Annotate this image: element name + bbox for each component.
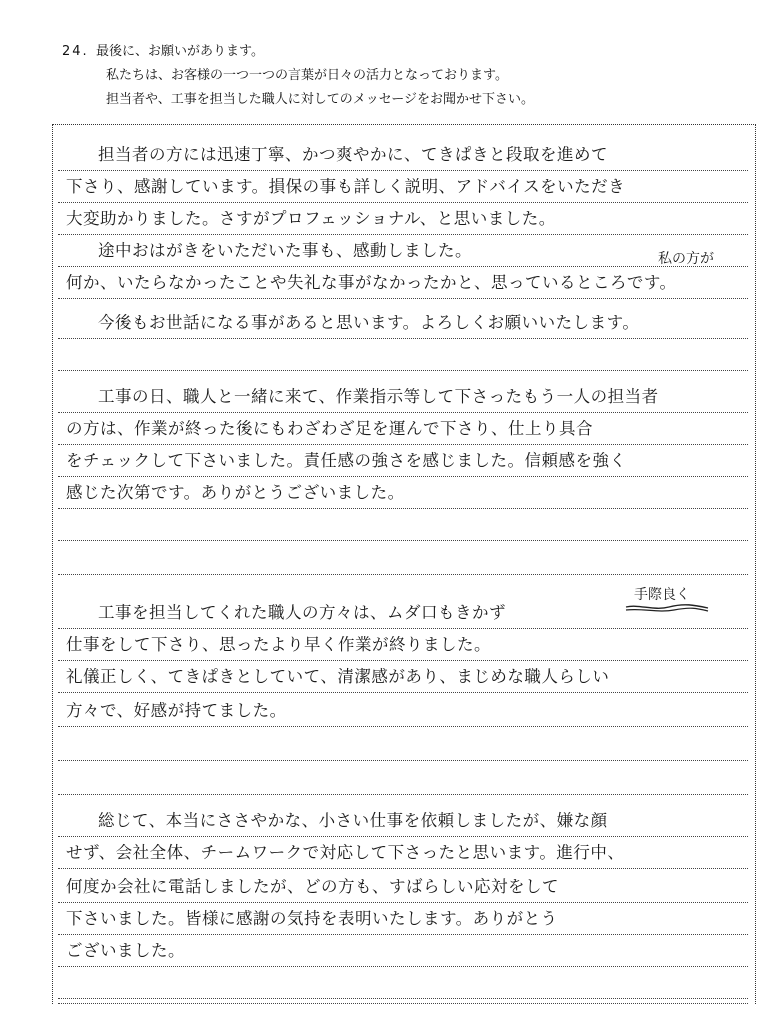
handwritten-line xyxy=(58,340,748,371)
handwritten-line: 工事の日、職人と一緒に来て、作業指示等して下さったもう一人の担当者 xyxy=(58,382,748,413)
handwritten-line: 今後もお世話になる事があると思います。よろしくお願いいたします。 xyxy=(58,308,748,339)
handwritten-line: 下さいました。皆様に感謝の気持を表明いたします。ありがとう xyxy=(58,904,748,935)
handwritten-line: 工事を担当してくれた職人の方々は、ムダ口もきかず xyxy=(58,598,748,629)
handwritten-line xyxy=(58,764,748,795)
handwritten-line xyxy=(58,510,748,541)
handwritten-line: の方は、作業が終った後にもわざわざ足を運んで下さり、仕上り具合 xyxy=(58,414,748,445)
handwritten-line: をチェックして下さいました。責任感の強さを感じました。信頼感を強く xyxy=(58,446,748,477)
handwritten-line xyxy=(58,1000,748,1004)
handwritten-line: 何か、いたらなかったことや失礼な事がなかったかと、思っているところです。 xyxy=(58,268,748,299)
handwritten-line xyxy=(58,968,748,999)
question-subtext-2: 担当者や、工事を担当した職人に対してのメッセージをお聞かせ下さい。 xyxy=(106,92,534,107)
handwritten-line: 感じた次第です。ありがとうございました。 xyxy=(58,478,748,509)
handwritten-line: 大変助かりました。さすがプロフェッショナル、と思いました。 xyxy=(58,204,748,235)
handwritten-line: 総じて、本当にささやかな、小さい仕事を依頼しましたが、嫌な顔 xyxy=(58,806,748,837)
handwritten-line: 何度か会社に電話しましたが、どの方も、すばらしい応対をして xyxy=(58,872,748,903)
handwritten-line xyxy=(58,544,748,575)
margin-note: 私の方が xyxy=(658,251,714,267)
struck-out-text xyxy=(624,602,710,618)
handwritten-line: せず、会社全体、チームワークで対応して下さったと思います。進行中、 xyxy=(58,838,748,869)
handwritten-line: 方々で、好感が持てました。 xyxy=(58,696,748,727)
handwritten-line: 礼儀正しく、てきぱきとしていて、清潔感があり、まじめな職人らしい xyxy=(58,662,748,693)
question-title: 最後に、お願いがあります。 xyxy=(96,44,264,59)
handwritten-line: ございました。 xyxy=(58,936,748,967)
strikethrough-scribble xyxy=(624,602,710,614)
question-subtext-1: 私たちは、お客様の一つ一つの言葉が日々の活力となっております。 xyxy=(106,68,508,83)
handwritten-line: 途中おはがきをいただいた事も、感動しました。 xyxy=(58,236,748,267)
question-title-row xyxy=(62,40,534,64)
handwritten-line: 下さり、感謝しています。損保の事も詳しく説明、アドバイスをいただき xyxy=(58,172,748,203)
question-number: 24. xyxy=(62,44,89,59)
handwritten-line: 仕事をして下さり、思ったより早く作業が終りました。 xyxy=(58,630,748,661)
handwritten-line: 担当者の方には迅速丁寧、かつ爽やかに、てきぱきと段取を進めて xyxy=(58,140,748,171)
question-header xyxy=(62,40,534,112)
inserted-correction: 手際良く xyxy=(634,587,690,603)
handwritten-line xyxy=(58,730,748,761)
